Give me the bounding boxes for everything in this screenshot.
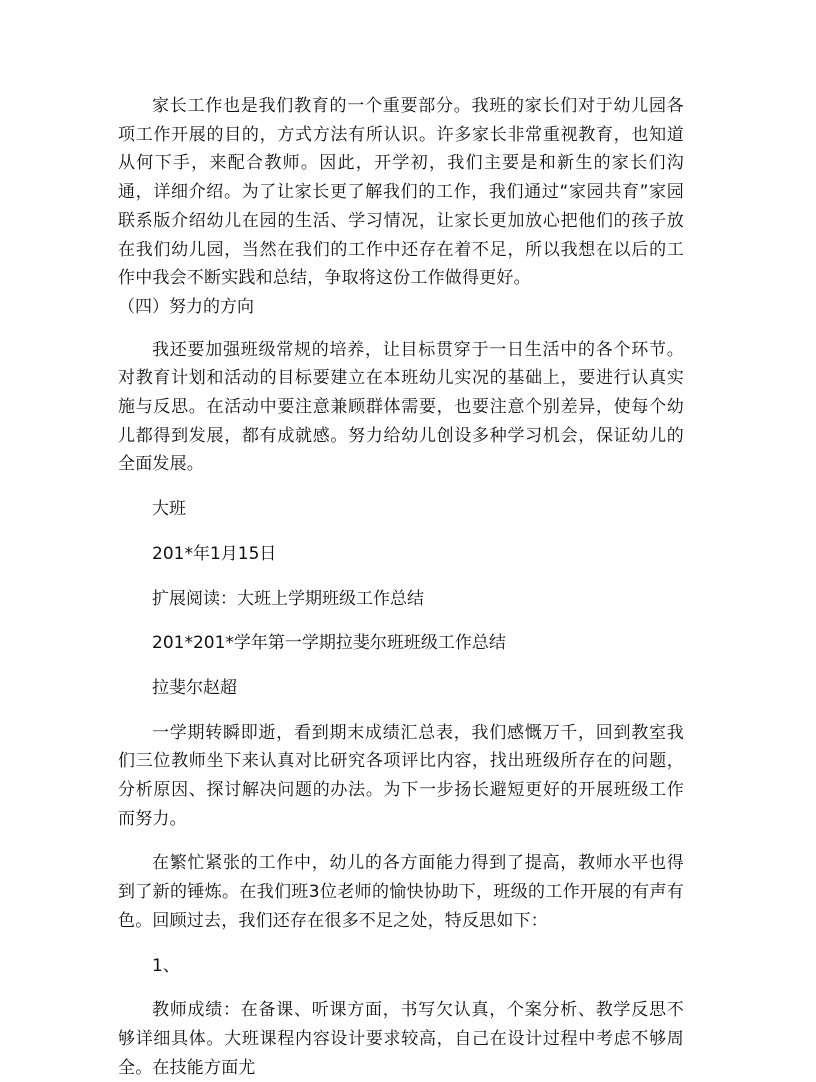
extended-reading-title: 扩展阅读：大班上学期班级工作总结 [152, 588, 424, 609]
signoff-date: 201*年1月15日 [152, 543, 277, 564]
report-title: 201*201*学年第一学期拉斐尔班班级工作总结 [152, 633, 506, 654]
spacer [118, 703, 684, 719]
report-author: 拉斐尔赵超 [152, 677, 237, 698]
paragraph-improvement: 我还要加强班级常规的培养，让目标贯穿于一日生活中的各个环节。对教育计划和活动的目标要建立在本班幼儿实况的基础上，要进行认真实施与反思。在活动中要注意兼顾群体需要，也要注意个别差异，使每个幼儿都得到发展，都有成就感。努力给幼儿创设多种学习机会，保证幼儿的全面发展。 [118, 339, 684, 475]
paragraph-teacher-performance: 教师成绩：在备课、听课方面，书写欠认真，个案分析、教学反思不够详细具体。大班课程内容设计要求较高，自己在设计过程中考虑不够周全。在技能方面尤 [118, 1000, 684, 1078]
spacer [118, 833, 684, 849]
section-heading-direction: （四）努力的方向 [118, 296, 254, 317]
spacer [118, 980, 684, 996]
list-item-number: 1、 [152, 955, 180, 976]
spacer [118, 479, 684, 495]
spacer [118, 569, 684, 585]
spacer [118, 322, 684, 336]
signoff-class: 大班 [152, 499, 186, 520]
paragraph-work-reflection: 在繁忙紧张的工作中，幼儿的各方面能力得到了提高，教师水平也得到了新的锤炼。在我们班3位老师的愉快协助下，班级的工作开展的有声有色。回顾过去，我们还存在很多不足之处，特反思如下： [118, 853, 684, 931]
document-body [118, 92, 684, 1082]
spacer [118, 936, 684, 952]
spacer [118, 524, 684, 540]
spacer [118, 613, 684, 629]
paragraph-semester-review: 一学期转瞬即逝，看到期末成绩汇总表，我们感慨万千，回到教室我们三位教师坐下来认真对比研究各项评比内容，找出班级所存在的问题，分析原因、探讨解决问题的办法。为下一步扬长避短更好的开展班级工作而努力。 [118, 722, 684, 829]
spacer [118, 658, 684, 674]
paragraph-parent-work: 家长工作也是我们教育的一个重要部分。我班的家长们对于幼儿园各项工作开展的目的，方式方法有所认识。许多家长非常重视教育，也知道从何下手，来配合教师。因此，开学初，我们主要是和新生的家长们沟通，详细介绍。为了让家长更了解我们的工作，我们通过“家园共育”家园联系版介绍幼儿在园的生活、学习情况，让家长更加放心把他们的孩子放在我们幼儿园，当然在我们的工作中还存在着不足，所以我想在以后的工作中我会不断实践和总结，争取将这份工作做得更好。 [118, 96, 684, 289]
